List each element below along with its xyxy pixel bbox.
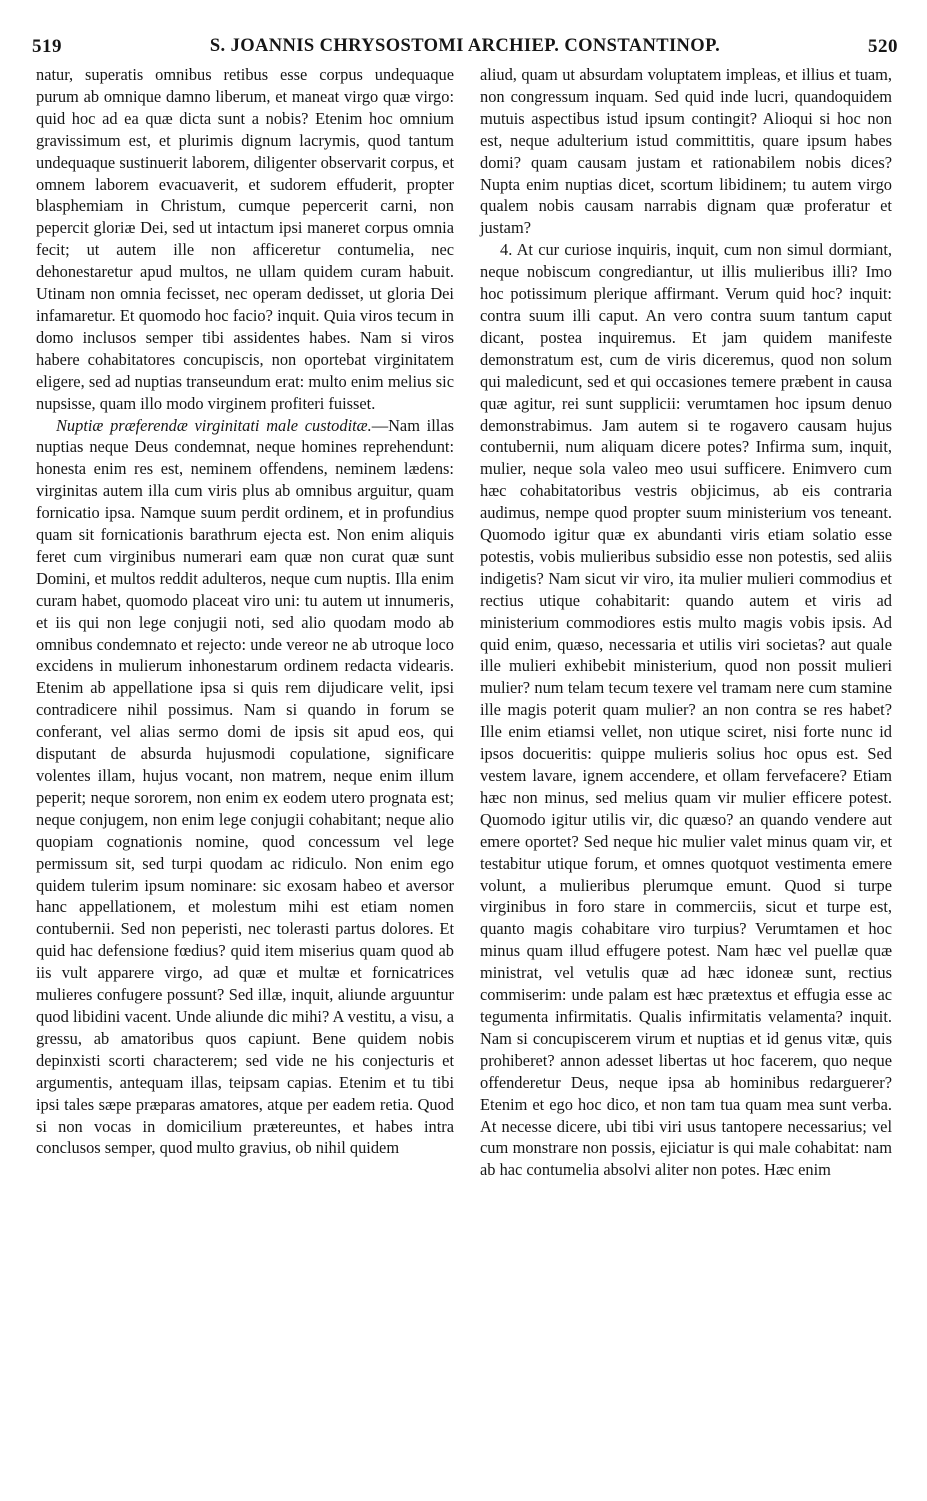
paragraph-text: —Nam illas nuptias neque Deus condemnat, neque homines reprehendunt: honesta enim res est, neminem offendens, neminem lædens: virginitas autem illa cum viris plus ab omnibus arguitur, quam fornicatio ipsa. Namque suum perdit ordinem, et in profundius quam sit fornicationis barathrum ejecta est. Non enim aliquis feret cum virginibus numerari eam quæ non curat quæ sunt Domini, et multos reddit adulteros, neque cum nuptis. Illa enim curam habet, quomodo placeat viro uni: tu autem ut innumeris, et iis qui non lege conjugii noti, sed alio quodam modo ab omnibus condemnato et rejecto: unde vereor ne ab utroque loco excidens in mulierum inhonestarum ordinem redacta videaris. Etenim ab appellatione ipsa si quis rem dijudicare velit, ipsi contradicere nihil possimus. Nam si quando in forum se conferant, vel alias sermo domi de ipsis sit apud eos, qui disputant de absurda hujusmodi copulatione, significare volentes illam, hujus vocant, non matrem, neque enim illum peperit; neque sororem, non enim ex eodem utero prognata est; neque conjugem, non enim lege conjugii cohabitant; neque alio quopiam cognationis nomine, quod concessum vel lege permissum sit, sed turpi quodam ac ridiculo. Non enim ego quidem tulerim ipsum nominare: sic exosam habeo et aversor hanc appellationem, et molestum mihi est etiam nomen contubernii. Sed non peperisti, nec tolerasti partus dolores. Et quid hac defensione fœdius? quid item miserius quam quod ab iis vult apparere virgo, ad quæ et multæ et fornicatrices mulieres confugere possunt? Sed illæ, inquit, aliunde arguuntur quod libidini vacent. Unde aliunde dic mihi? A vestitu, a visu, a gressu, ab amatoribus quos capiunt. Bene quidem nobis depinxisti scorti characterem; sed vide ne his conjecturis et argumentis, antequam illas, teipsam capias. Etenim et tu tibi ipsi tales sæpe præparas amatores, atque per eadem retia. Quod si non vocas in domicilium prætereuntes, et habes intra conclusos semper, quod multo gravius, ob nihil quidem [36, 415, 454, 1158]
running-title: S. JOANNIS CHRYSOSTOMI ARCHIEP. CONSTANTINOP. [209, 36, 721, 56]
right-column [480, 64, 892, 1181]
section-rubric: Nuptiæ præferendæ virginitati male custoditæ. [56, 415, 372, 435]
paragraph [36, 415, 454, 1160]
paragraph: 4. At cur curiose inquiris, inquit, cum non simul dormiant, neque nobiscum congrediantur, ut illis mulieribus illi? Imo hoc potissimum plerique affirmant. Verum quid hoc? inquit: contra suum illi caput. An vero contra suum tantum caput dicant, postea inquiremus. Et jam quidem manifeste demonstratum est, cum de viris diceremus, quod non solum qui maledicunt, sed et qui occasiones temere præbent in causa quæ agitur, rei sunt supplicii: verumtamen hoc ipsum denuo demonstrabimus. Jam autem si te rogavero causam hujus contubernii, num aliquam dicere potes? Infirma sum, inquit, mulier, neque sola valeo meo usui sufficere. Enimvero cum hæc cohabitatoribus vestris objicimus, ab eis contraria audimus, nempe quod propter suum ministerium vos teneant. Quomodo igitur quæ ex abundanti viris etiam solatio esse potestis, vobis mulieribus subsidio esse non potestis, sed aliis indigetis? Nam sicut vir viro, ita mulier mulieri commodius et rectius utique cohabitarit: quando autem et viris ad ministerium commodiores estis multo magis vobis ipsis. Ad quid enim, quæso, necessaria et utilis viri societas? aut quale ille mulieri exhibebit ministerium, quod non possit mulieri mulier? num telam tecum texere vel tramam nere cum stamine ille magis poterit quam mulier? an non contra se res habet? Ille enim etiamsi vellet, non utique sciret, nisi forte nunc id ipsos docueritis: quippe mulieris solius hoc opus est. Sed vestem lavare, ignem accendere, et ollam fervefacere? Etiam hæc non minus, sed melius quam vir mulier efficere potest. Quomodo igitur utilis vir, dic quæso? an quando vendere aut emere oportet? Sed neque hic mulier valet minus quam vir, et testabitur utique forum, et omnes quotquot vestimenta emere volunt, a mulieribus plerumque emunt. Quod si turpe virginibus in foro stare in commerciis, sicut et turpe est, quanto magis cohabitare viro turpius? Verumtamen et hoc minus quam illud effugere potest. Nam hæc vel puellæ quæ ministrat, vel vetulis quæ ad hæc idoneæ sunt, rectius commiserim: unde palam est hæc prætextus et effugia esse ac tegumenta infirmitatis. Qualis infirmitatis velamenta? inquit. Nam si concupiscerem virum et nuptias et id genus vitæ, quis prohiberet? annon adesset libertas ut hoc facerem, quo neque offenderetur Deus, neque ipsa ab hominibus redarguerer? Etenim et ego hoc dico, et non tam tua quam mea sunt verba. At necesse dicere, ubi tibi viri usus tantopere necessarius; vel cum monstrare non possis, ejiciatur is qui male cohabitat: nam ab hac contumelia absolvi aliter non potes. Hæc enim [480, 240, 892, 1180]
page-number-left: 519 [32, 36, 62, 57]
page-number-right: 520 [868, 36, 898, 57]
paragraph: natur, superatis omnibus retibus esse corpus undequaque purum ab omnique damno liberum, et maneat virgo quæ virgo: quid hoc ad ea quæ dicta sunt a nobis? Etenim hoc omnium gravissimum est, et plurimis dignum lacrymis, quod tantum undequaque sustinuerit laborem, diligenter observarit corpus, et omnem laborem evacuaverit, et sudorem effuderit, propter blasphemiam in Christum, cumque pepercerit carni, non pepercit gloriæ Dei, sed ut intactum ipsi maneret corpus omnia fecit; ut autem ille non afficeretur contumelia, nec dehonestaretur apud multos, ne ullam quidem curam habuit. Utinam non omnia fecisset, nec operam dedisset, ut gloria Dei infamaretur. Et quomodo hoc facio? inquit. Quia viros tecum in domo inclusos semper tibi assidentes habes. Nam si viros habere cohabitatores concupiscis, non oportebat virginitatem eligere, sed ad nuptias transeundum erat: multo enim melius sic nupsisse, quam illo modo virginem profiteri fuisset. [36, 65, 454, 413]
paragraph: aliud, quam ut absurdam voluptatem impleas, et illius et tuam, non congressum inquam. Sed quid inde lucri, quandoquidem mutuis aspectibus istud ipsum contingit? Alioqui si hoc non est, neque adulterium istud committitis, quare ipsum habes domi? quam causam justam et rationabilem nobis dices? Nupta enim nuptias dicet, scortum libidinem; tu autem virgo qualem nobis causam narrabis dignam quæ proferatur et justam? [480, 65, 892, 238]
running-head [32, 36, 898, 60]
left-column [36, 64, 454, 1159]
